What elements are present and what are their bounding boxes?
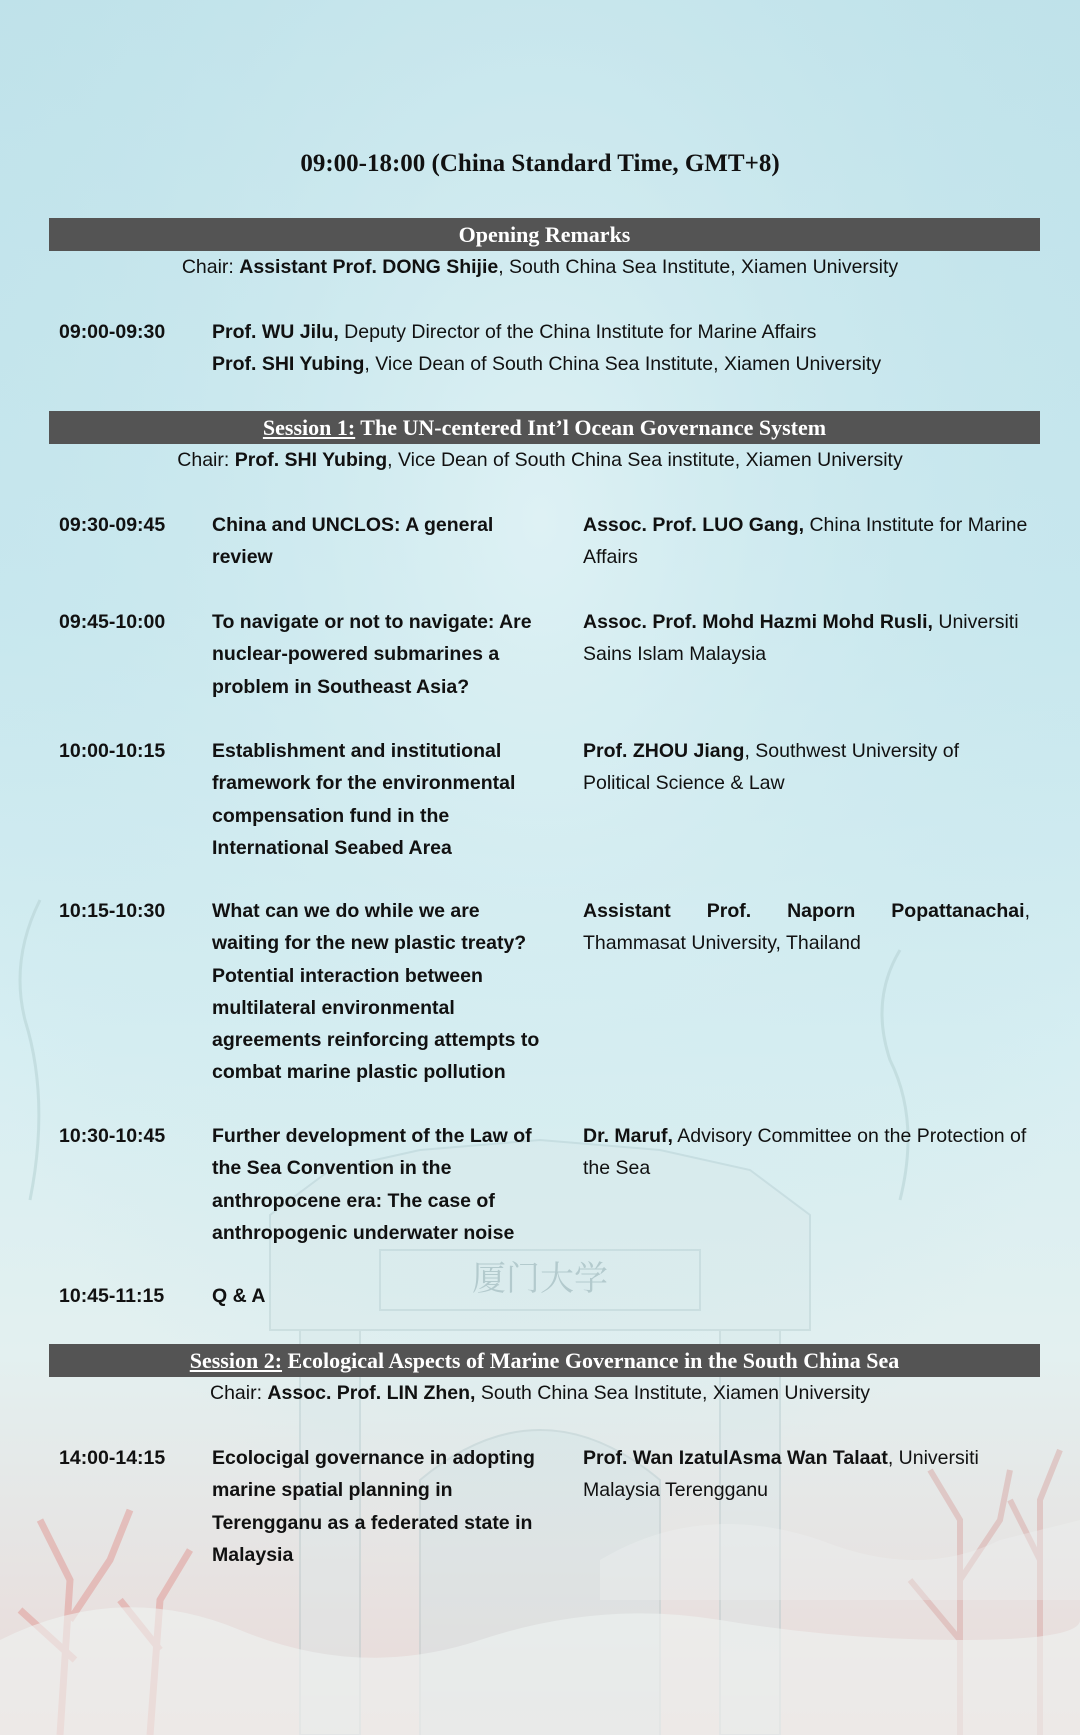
opening-remarks-banner [49, 218, 1040, 251]
session-2-banner [49, 1344, 1040, 1377]
talk-title: Ecolocigal governance in adopting marine spatial planning in Terengganu as a federated state in Malaysia [212, 1447, 535, 1566]
talk-speaker [583, 606, 1030, 671]
session-label: Session 2: [189, 1348, 283, 1373]
talk-speaker [583, 895, 1030, 960]
chair-affiliation: , Vice Dean of South China Sea institute, Xiamen University [387, 449, 903, 471]
session-title: Ecological Aspects of Marine Governance in the South China Sea [282, 1348, 900, 1373]
slot-time: 10:30-10:45 [59, 1125, 166, 1147]
talk-title: To navigate or not to navigate: Are nuclear-powered submarines a problem in Southeast Asia? [212, 611, 532, 698]
speaker-name: Assoc. Prof. LUO Gang, [583, 514, 805, 536]
talk-title: Q & A [212, 1285, 266, 1307]
talk-speaker [583, 1442, 1030, 1507]
slot-time: 14:00-14:15 [59, 1447, 166, 1469]
chair-name: Prof. SHI Yubing [234, 449, 388, 471]
speaker-affiliation: , Universiti Malaysia Terengganu [583, 1447, 979, 1502]
speaker-affiliation: China Institute for Marine Affairs [583, 514, 1028, 569]
chair-prefix: Chair: [181, 256, 240, 278]
opening-speaker [212, 316, 1032, 348]
speaker-affiliation: , Vice Dean of South China Sea Institute, Xiamen University [364, 353, 882, 376]
chair-affiliation: , South China Sea Institute, Xiamen University [498, 256, 899, 278]
speaker-name: Assoc. Prof. Mohd Hazmi Mohd Rusli, [583, 611, 933, 633]
speaker-affiliation: Thammasat University, Thailand [583, 932, 861, 955]
speaker-name: Dr. Maruf, [583, 1125, 673, 1147]
speaker-affiliation: Deputy Director of the China Institute for Marine Affairs [338, 321, 817, 343]
slot-time: 10:15-10:30 [59, 900, 166, 922]
talk-title: What can we do while we are waiting for the new plastic treaty? Potential interaction between multilateral environmental agreements reinforcing attempts to combat marine plastic pollution [212, 900, 540, 1084]
chair-prefix: Chair: [177, 449, 235, 471]
speaker-affiliation: Advisory Committee on the Protection of the Sea [583, 1125, 1027, 1180]
session-2-chair [0, 1380, 1080, 1406]
speaker-name: Prof. SHI Yubing [212, 353, 365, 376]
talk-title: Further development of the Law of the Sea Convention in the anthropocene era: The case of anthropogenic underwater noise [212, 1125, 532, 1244]
slot-time: 09:45-10:00 [59, 611, 166, 633]
slot-time: 09:00-09:30 [59, 321, 166, 343]
slot-time: 10:45-11:15 [59, 1285, 165, 1307]
speaker-name: Prof. ZHOU Jiang [583, 740, 745, 762]
opening-speaker [212, 348, 1032, 380]
talk-speaker [583, 1120, 1030, 1185]
slot-time: 09:30-09:45 [59, 514, 166, 536]
schedule-time-range: 09:00-18:00 (China Standard Time, GMT+8) [300, 150, 780, 177]
speaker-name-line [583, 895, 1030, 927]
speaker-name: Prof. Wan IzatulAsma Wan Talaat [583, 1447, 888, 1469]
talk-title: Establishment and institutional framework for the environmental compensation fund in the International Seabed Area [212, 740, 516, 859]
gate-inscription: 厦门大学 [472, 1259, 608, 1299]
slot-time: 10:00-10:15 [59, 740, 166, 762]
chair-prefix: Chair: [209, 1382, 268, 1404]
speaker-affiliation: Universiti Sains Islam Malaysia [583, 611, 1019, 666]
speaker-name: Assistant Prof. Naporn Popattanachai [583, 900, 1025, 922]
session-label: Session 1: [262, 415, 356, 440]
opening-speakers [212, 316, 1032, 381]
talk-speaker [583, 735, 1030, 800]
chair-affiliation: South China Sea Institute, Xiamen University [475, 1382, 870, 1404]
speaker-affiliation: , Southwest University of Political Science & Law [583, 740, 960, 795]
speaker-punctuation: , [1024, 900, 1030, 922]
opening-chair [0, 254, 1080, 280]
chair-name: Assoc. Prof. LIN Zhen, [267, 1382, 476, 1404]
session-title: The UN-centered Int’l Ocean Governance System [355, 415, 827, 440]
speaker-name: Prof. WU Jilu, [212, 321, 339, 343]
chair-name: Assistant Prof. DONG Shijie [239, 256, 499, 278]
session-1-chair [0, 447, 1080, 473]
talk-speaker [583, 509, 1030, 574]
banner-title: Opening Remarks [458, 222, 631, 247]
talk-title: China and UNCLOS: A general review [212, 514, 494, 569]
session-1-banner [49, 411, 1040, 444]
